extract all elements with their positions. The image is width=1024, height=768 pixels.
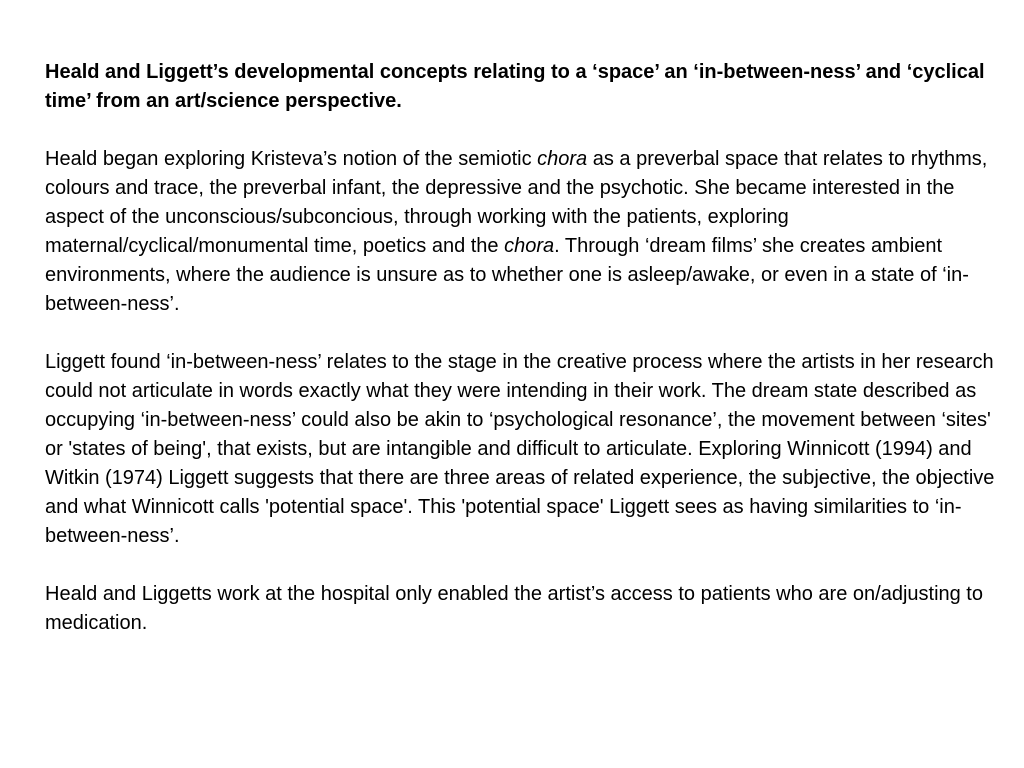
paragraph-heald: [45, 145, 995, 319]
chora-term-1: chora: [537, 148, 588, 170]
paragraph-liggett: Liggett found ‘in-between-ness’ relates to the stage in the creative process where the artists in her research could not articulate in words exactly what they were intending in their work. The dream state described as occupying ‘in-between-ness’ could also be akin to ‘psychological resonance’, the movement between ‘sites' or 'states of being', that exists, but are intangible and difficult to articulate. Exploring Winnicott (1994) and Witkin (1974) Liggett suggests that there are three areas of related experience, the subjective, the objective and what Winnicott calls 'potential space'. This 'potential space' Liggett sees as having similarities to ‘in-between-ness’.: [45, 351, 995, 547]
paragraph-hospital: Heald and Liggetts work at the hospital only enabled the artist’s access to patients who are on/adjusting to medication.: [45, 583, 983, 634]
paragraph-heald-part-1: Heald began exploring Kristeva’s notion of the semiotic: [45, 148, 538, 170]
chora-term-2: chora: [504, 235, 555, 257]
slide-content: [45, 58, 995, 638]
paragraph-heald-part-2: as a preverbal space that relates to rhythms, colours and trace, the preverbal infant, the depressive and the psychotic. She became interested in the aspect of the unconscious/subconcious, through working with the patients, exploring maternal/cyclical/monumental time, poetics and the: [45, 148, 988, 257]
slide-heading: Heald and Liggett’s developmental concepts relating to a ‘space’ an ‘in-between-ness’ and ‘cyclical time’ from an art/science perspective.: [45, 61, 985, 112]
paragraph-heald-part-3: . Through ‘dream films’ she creates ambient environments, where the audience is unsure as to whether one is asleep/awake, or even in a state of ‘in-between-ness’.: [45, 235, 969, 315]
